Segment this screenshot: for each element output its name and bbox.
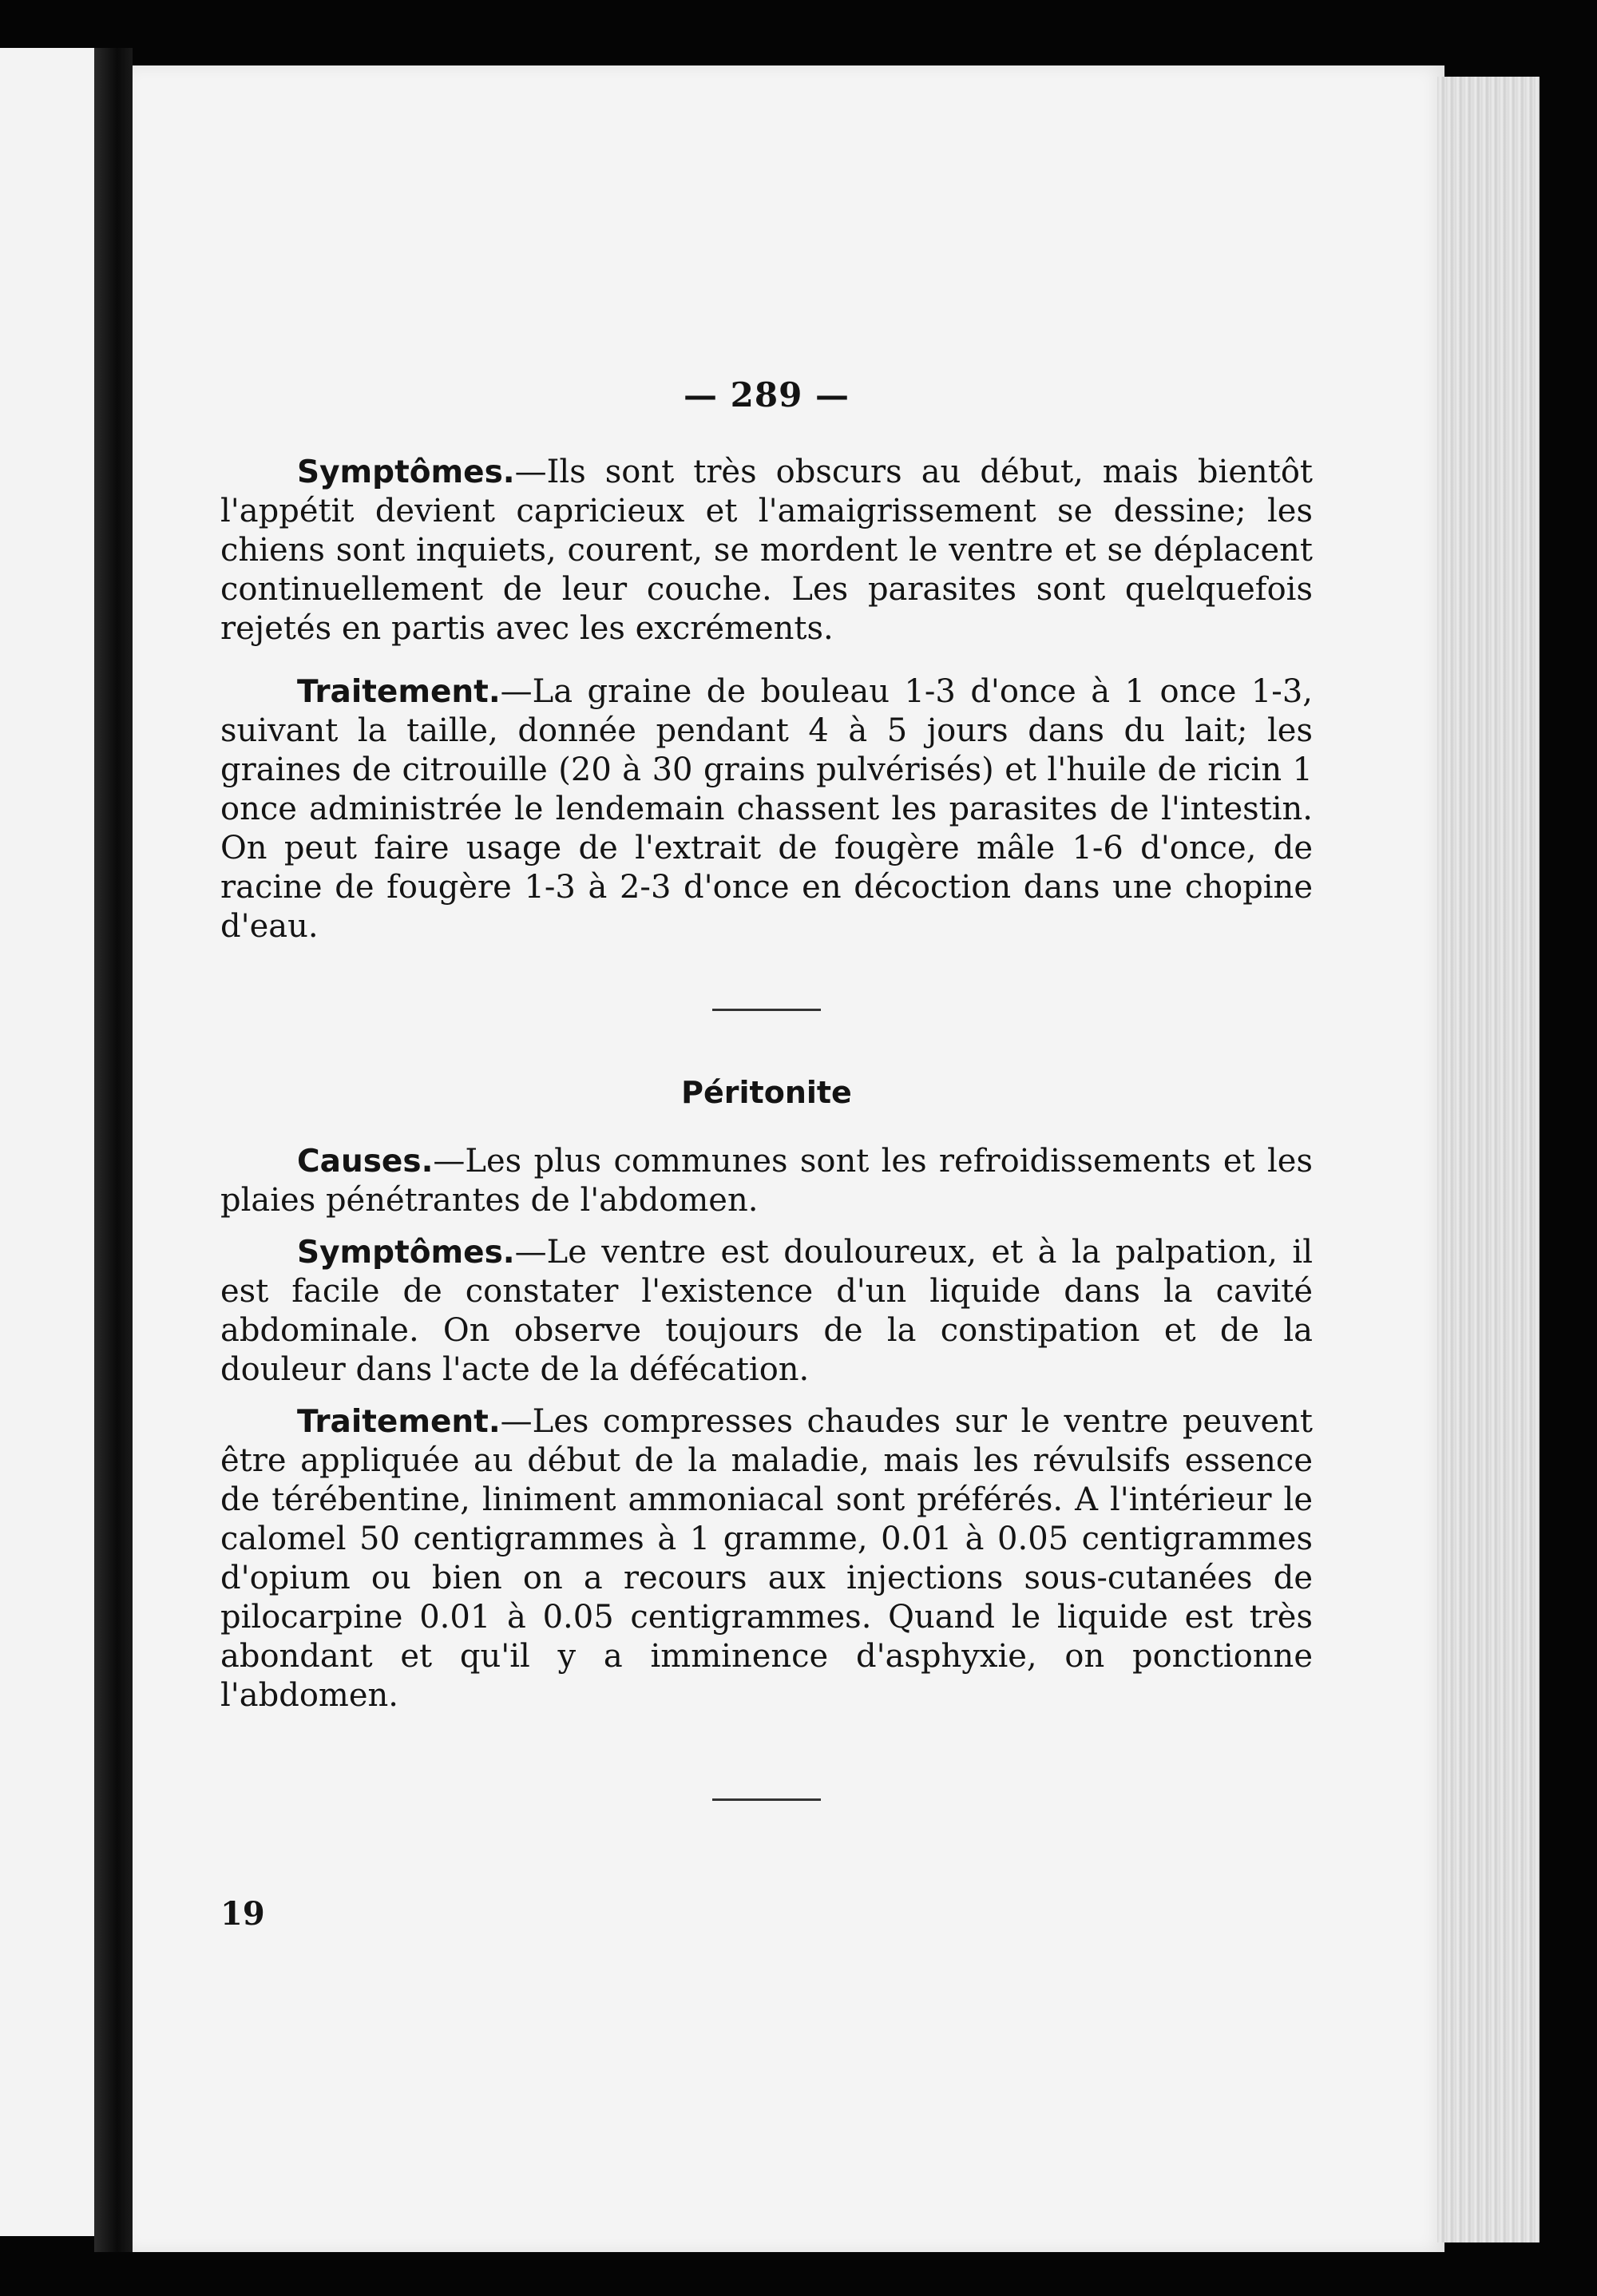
peritonite-symptomes-lead: Symptômes. xyxy=(297,1235,515,1271)
peritonite-symptomes-paragraph xyxy=(220,1233,1313,1390)
causes-paragraph xyxy=(220,1142,1313,1220)
book-gutter xyxy=(94,48,133,2252)
peritonite-symptomes-text: —Le ventre est douloureux, et à la palpation, il est facile de constater l'existence d'un liquide dans la cavité abdominale. On observe toujours de la constipation et de la douleur dans l'acte de la défécation. xyxy=(220,1234,1313,1388)
symptomes-text: —Ils sont très obscurs au début, mais bientôt l'appétit devient capricieux et l'amaigrissement se dessine; les chiens sont inquiets, courent, se mordent le ventre et se déplacent continuellement de leur couche. Les parasites sont quelquefois rejetés en partis avec les excréments. xyxy=(220,454,1313,647)
causes-lead: Causes. xyxy=(297,1144,434,1180)
book-page xyxy=(133,65,1444,2252)
end-divider xyxy=(712,1798,821,1801)
traitement-lead: Traitement. xyxy=(297,674,501,710)
peritonite-traitement-paragraph xyxy=(220,1402,1313,1715)
page-stack-edge xyxy=(1437,77,1540,2242)
signature-mark: 19 xyxy=(220,1895,265,1933)
symptomes-lead: Symptômes. xyxy=(297,454,515,490)
peritonite-traitement-lead: Traitement. xyxy=(297,1404,501,1440)
section-divider xyxy=(712,1009,821,1011)
traitement-paragraph xyxy=(220,672,1313,946)
section-title: Péritonite xyxy=(681,1075,852,1110)
page-number: — 289 — xyxy=(684,375,850,414)
traitement-text: —La graine de bouleau 1-3 d'once à 1 once 1-3, suivant la taille, donnée pendant 4 à 5 jours dans du lait; les graines de citrouille (20 à 30 grains pulvérisés) et l'huile de ricin 1 once administrée le lendemain chassent les parasites de l'intestin. On peut faire usage de l'extrait de fougère mâle 1-6 d'once, de racine de fougère 1-3 à 2-3 d'once en décoction dans une chopine d'eau. xyxy=(220,673,1313,945)
left-page-edge xyxy=(0,48,96,2236)
page-content xyxy=(220,305,1313,1933)
symptomes-paragraph xyxy=(220,453,1313,648)
peritonite-traitement-text: —Les compresses chaudes sur le ventre peuvent être appliquée au début de la maladie, mais les révulsifs essence de térébentine, liniment ammoniacal sont préférés. A l'intérieur le calomel 50 centigrammes à 1 gramme, 0.01 à 0.05 centigrammes d'opium ou bien on a recours aux injections sous-cutanées de pilocarpine 0.01 à 0.05 centigrammes. Quand le liquide est très abondant et qu'il y a imminence d'asphyxie, on ponctionne l'abdomen. xyxy=(220,1403,1313,1714)
causes-text: —Les plus communes sont les refroidissements et les plaies pénétrantes de l'abdomen. xyxy=(220,1143,1313,1219)
